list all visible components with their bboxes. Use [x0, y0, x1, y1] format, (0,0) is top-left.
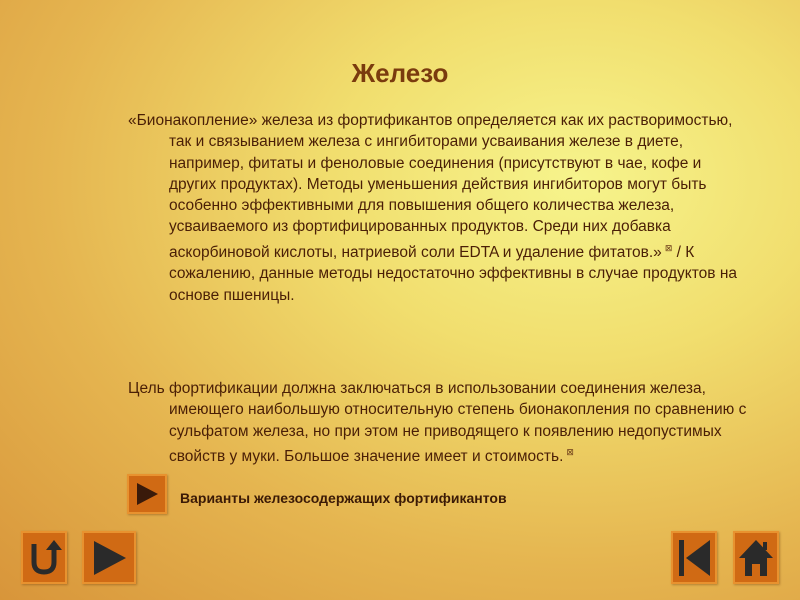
return-button[interactable] [21, 531, 67, 584]
paragraph-bioaccumulation [128, 110, 749, 306]
skip-first-icon [676, 538, 712, 578]
link-button[interactable] [127, 474, 167, 514]
paragraph-bioaccumulation-text: «Бионакопление» железа из фортификантов определяется как их растворимостью, так и связыванием железа с ингибиторами усваивания железе в диете, например, фитаты и феноловые соединения (присутствуют в чае, кофе и других продуктах). Методы уменьшения действия ингибиторов могут быть особенно эффективными для повышения общего количества железа, усваиваемого из фортифицированных продуктов. Среди них добавка аскорбиновой кислоты, натриевой соли EDTA и удаление фитатов.» [128, 112, 733, 261]
first-slide-button[interactable] [671, 531, 717, 584]
fortificants-link[interactable]: Варианты железосодержащих фортификантов [180, 490, 507, 506]
next-button[interactable] [82, 531, 136, 584]
paragraph-bioaccumulation-tail: / К сожалению, данные методы недостаточно эффективны в случае продуктов на основе пшеницы. [169, 243, 738, 304]
play-icon [134, 481, 160, 507]
paragraph-fortification-goal [128, 378, 749, 467]
slide-title: Железо [351, 58, 449, 88]
paragraph-fortification-goal-text: Цель фортификации должна заключаться в использовании соединения железа, имеющего наибольшую относительную степень бионакопления по сравнению с сульфатом железа, но при этом не приводящего к появлению недопустимых свойств у муки. Большое значение имеет и стоимость. [128, 380, 747, 466]
home-icon [737, 538, 775, 578]
play-icon [90, 539, 128, 577]
footnote-icon[interactable]: ⊠ [664, 242, 673, 253]
u-turn-icon [26, 538, 62, 578]
home-button[interactable] [733, 531, 779, 584]
footnote-icon[interactable]: ⊠ [566, 446, 574, 457]
